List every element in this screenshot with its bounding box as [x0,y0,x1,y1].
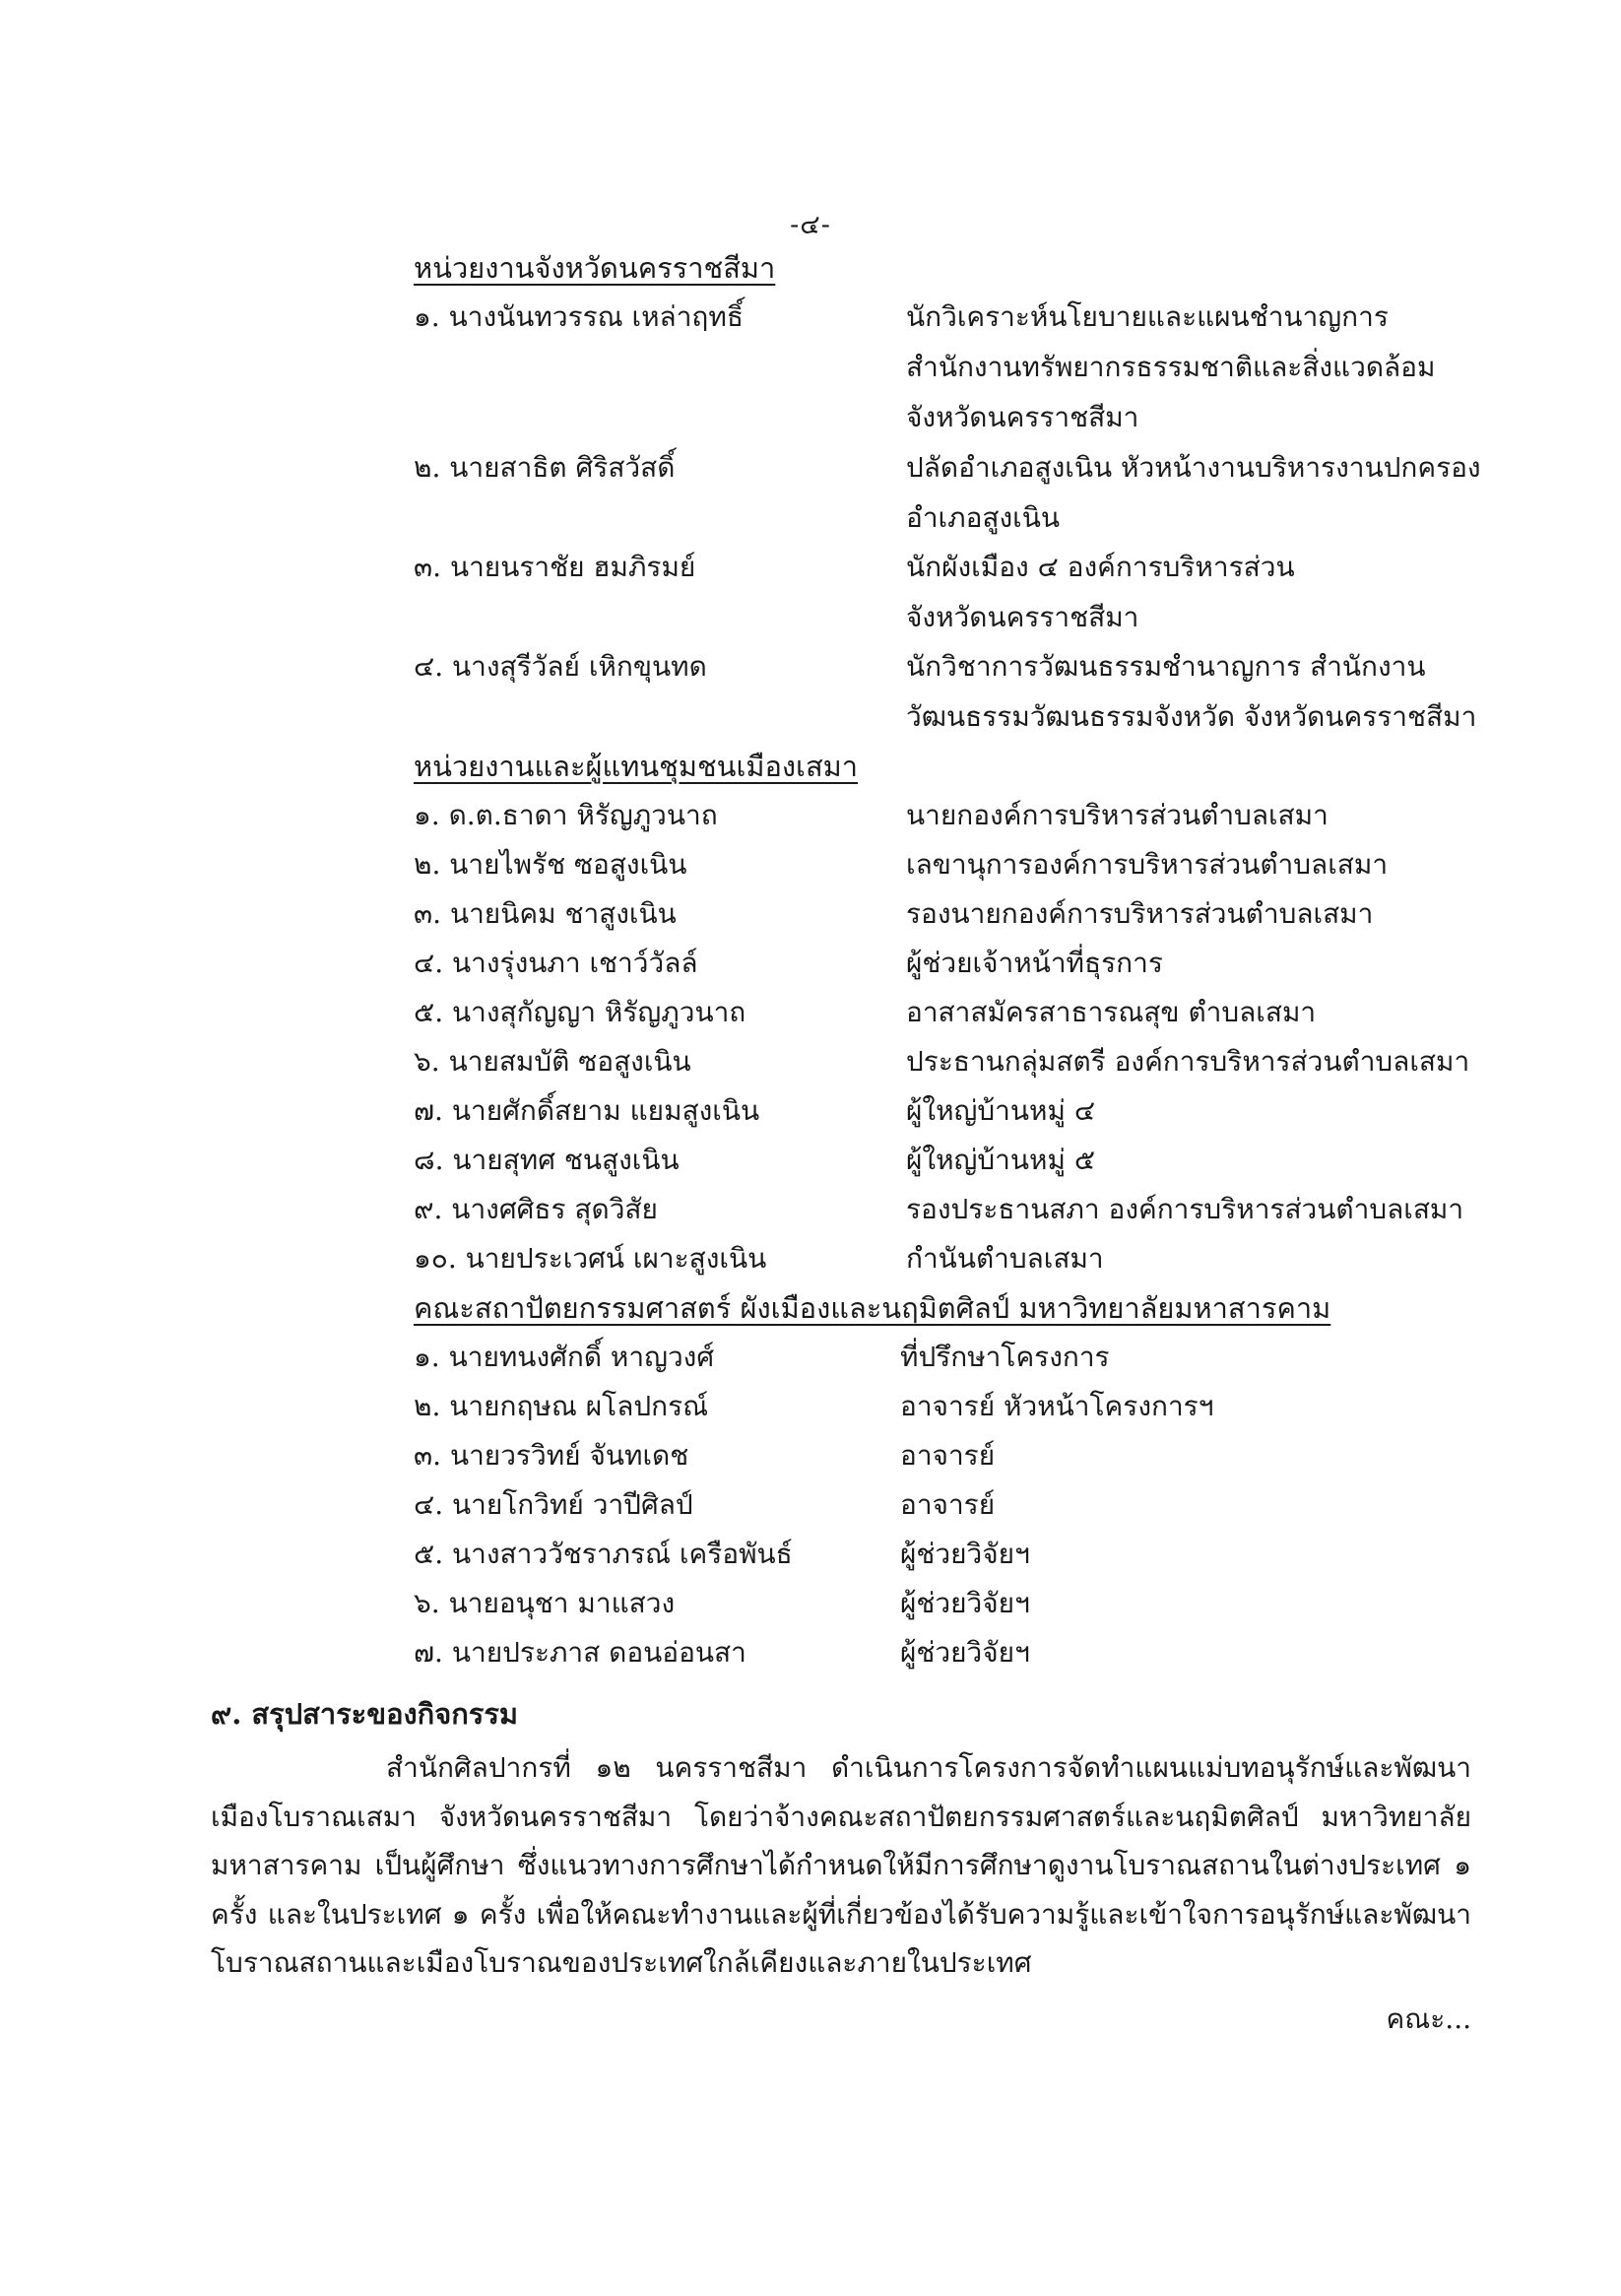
member-role-line: ผู้ใหญ่บ้านหมู่ ๕ [906,1144,1096,1176]
member-name: ๓. นายนราชัย ฮมภิรมย์ [414,551,696,583]
member-role-line: จังหวัดนครราชสีมา [906,601,1139,633]
member-name: ๒. นายสาธิต ศิริสวัสดิ์ [414,451,676,484]
member-role-line: เลขานุการองค์การบริหารส่วนตำบลเสมา [906,848,1389,881]
group-heading-community: หน่วยงานและผู้แทนชุมชนเมืองเสมา [414,750,859,783]
member-role-line: กำนันตำบลเสมา [906,1242,1104,1275]
member-role [906,647,1476,748]
member-role [906,944,1163,994]
member-role [900,1485,995,1536]
member-name: ๗. นายศักดิ์สยาม แยมสูงเนิน [414,1094,760,1127]
page-number: -๔- [790,210,831,240]
member-role [906,894,1373,945]
member-role [906,1190,1463,1240]
member-role-line: อาจารย์ [900,1488,996,1521]
member-role-line: รองนายกองค์การบริหารส่วนตำบลเสมา [906,897,1374,930]
member-name: ๖. นายสมบัติ ซอสูงเนิน [414,1045,691,1078]
member-name: ๑. นายทนงศักดิ์ หาญวงศ์ [414,1341,715,1373]
member-name: ๗. นายประภาส ดอนอ่อนสา [414,1636,746,1669]
member-role [906,845,1388,895]
member-name: ๖. นายอนุชา มาแสวง [414,1587,676,1619]
member-role-line: นักวิเคราะห์นโยบายและแผนชำนาญการ [906,300,1389,333]
group-heading-university: คณะสถาปัตยกรรมศาสตร์ ผังเมืองและนฤมิตศิลป์ มหาวิทยาลัยมหาสารคาม [414,1291,1331,1325]
member-name: ๓. นายนิคม ชาสูงเนิน [414,897,677,930]
member-role [900,1535,1030,1585]
member-role [906,796,1329,846]
section-title: ๙. สรุปสาระของกิจกรรม [211,1697,519,1731]
member-name: ๕. นางสาววัชราภรณ์ เครือพันธ์ [414,1538,793,1570]
member-role-line: ผู้ช่วยเจ้าหน้าที่ธุรการ [906,947,1163,979]
member-role [900,1387,1213,1437]
member-name: ๙. นางศศิธร สุดวิสัย [414,1193,658,1225]
member-role-line: ผู้ช่วยวิจัยฯ [900,1636,1030,1669]
member-role [900,1436,995,1486]
member-role [906,297,1435,448]
member-role [906,993,1316,1043]
member-role [900,1633,1030,1683]
member-role-line: จังหวัดนครราชสีมา [906,401,1139,433]
member-role-line: ประธานกลุ่มสตรี องค์การบริหารส่วนตำบลเสมา [906,1045,1470,1078]
member-role-line: อาสาสมัครสาธารณสุข ตำบลเสมา [906,996,1317,1028]
member-role [906,548,1295,648]
member-role-line: ที่ปรึกษาโครงการ [900,1341,1110,1373]
member-role-line: ผู้ช่วยวิจัยฯ [900,1587,1030,1619]
member-name: ๔. นายโกวิทย์ วาปีศิลป์ [414,1488,693,1521]
member-role [906,1042,1469,1092]
member-role-line: ปลัดอำเภอสูงเนิน หัวหน้างานบริหารงานปกครอง [906,451,1481,484]
member-role-line: อำเภอสูงเนิน [906,501,1060,534]
member-role [906,448,1481,549]
continuation-marker: คณะ... [1386,2002,1471,2035]
member-role [906,1239,1104,1289]
summary-paragraph: สำนักศิลปากรที่ ๑๒ นครราชสีมา ดำเนินการโครงการจัดทำแผนแม่บทอนุรักษ์และพัฒนาเมืองโบราณเสมา จังหวัดนครราชสีมา โดยว่าจ้างคณะสถาปัตยกรรมศาสตร์และนฤมิตศิลป์ มหาวิทยาลัยมหาสารคาม เป็นผู้ศึกษา ซึ่งแนวทางการศึกษาได้กำหนดให้มีการศึกษาดูงานโบราณสถานในต่างประเทศ ๑ ครั้ง และในประเทศ ๑ ครั้ง เพื่อให้คณะทำงานและผู้ที่เกี่ยวข้องได้รับความรู้และเข้าใจการอนุรักษ์และพัฒนาโบราณสถานและเมืองโบราณของประเทศใกล้เคียงและภายในประเทศ [211,1751,1471,1979]
member-role-line: นายกองค์การบริหารส่วนตำบลเสมา [906,799,1329,831]
member-role [900,1338,1110,1388]
member-name: ๒. นายไพรัช ซอสูงเนิน [414,848,687,881]
member-role-line: ผู้ใหญ่บ้านหมู่ ๔ [906,1094,1096,1127]
member-role-line: นักผังเมือง ๔ องค์การบริหารส่วน [906,551,1295,583]
member-role-line: อาจารย์ หัวหน้าโครงการฯ [900,1390,1214,1422]
member-name: ๔. นางสุรีวัลย์ เหิกขุนทด [414,650,707,683]
member-role-line: นักวิชาการวัฒนธรรมชำนาญการ สำนักงาน [906,650,1426,683]
member-name: ๑. ด.ต.ธาดา หิรัญภูวนาถ [414,799,718,831]
member-role [900,1584,1030,1634]
member-role-line: สำนักงานทรัพยากรธรรมชาติและสิ่งแวดล้อม [906,351,1436,383]
group-heading-provincial: หน่วยงานจังหวัดนครราชสีมา [414,251,776,285]
member-role-line: รองประธานสภา องค์การบริหารส่วนตำบลเสมา [906,1193,1464,1225]
member-name: ๓. นายวรวิทย์ จันทเดช [414,1439,689,1472]
member-name: ๕. นางสุกัญญา หิรัญภูวนาถ [414,996,746,1028]
member-role-line: วัฒนธรรมวัฒนธรรมจังหวัด จังหวัดนครราชสีมา [906,700,1477,733]
member-name: ๑. นางนันทวรรณ เหล่าฤทธิ์ [414,300,744,333]
member-name: ๘. นายสุทศ ชนสูงเนิน [414,1144,680,1176]
member-name: ๔. นางรุ่งนภา เชาว์วัลล์ [414,947,698,979]
member-role [906,1141,1095,1191]
member-name: ๑๐. นายประเวศน์ เผาะสูงเนิน [414,1242,767,1275]
member-name: ๒. นายกฤษณ ผโลปกรณ์ [414,1390,709,1422]
member-role [906,1091,1095,1142]
member-role-line: ผู้ช่วยวิจัยฯ [900,1538,1030,1570]
member-role-line: อาจารย์ [900,1439,996,1472]
